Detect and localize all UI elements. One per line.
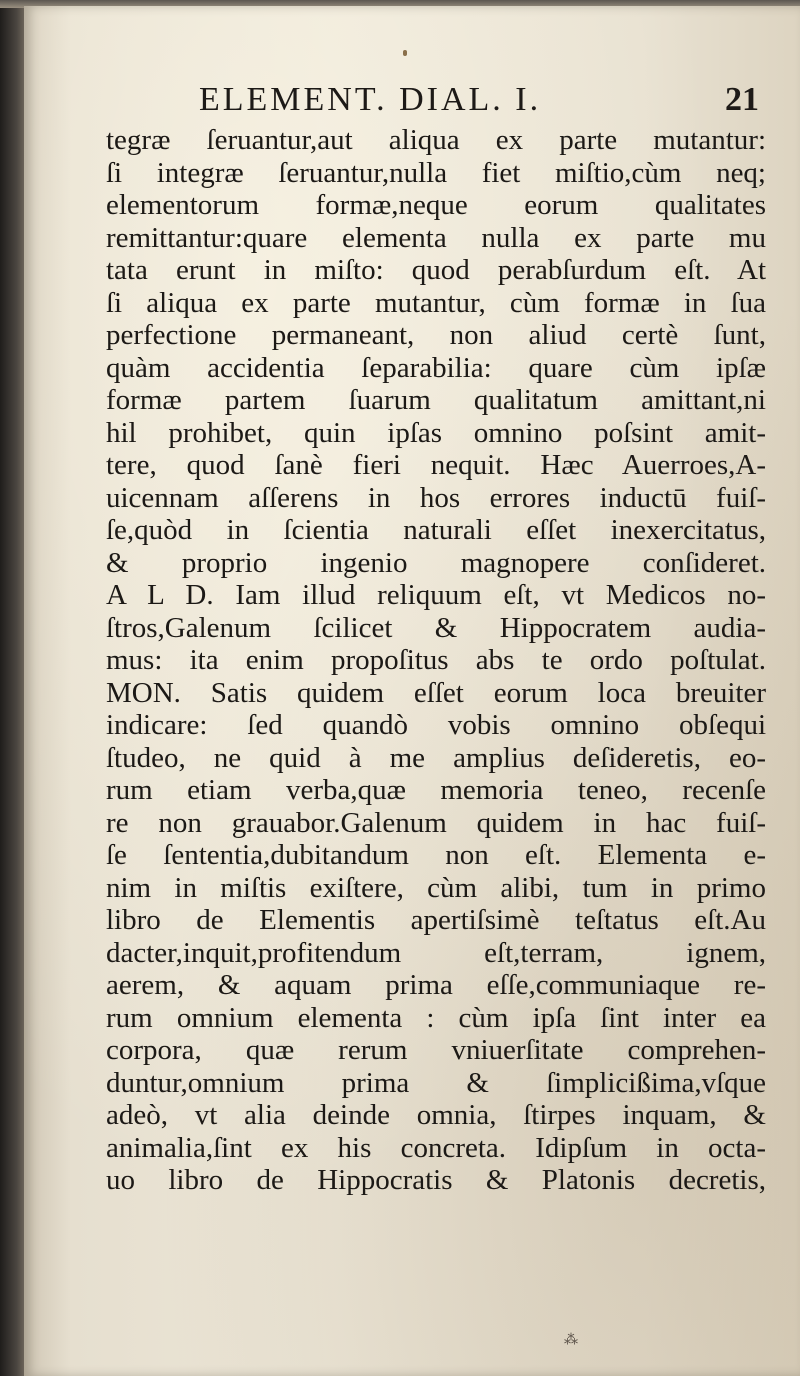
page-number: 21 [725, 81, 759, 118]
text-line: tere, quod ſanè fieri nequit. Hæc Auerroes,A- [106, 449, 766, 481]
body-text [106, 124, 766, 1197]
running-title: ELEMENT. DIAL. I. [199, 81, 542, 118]
text-line: remittantur:quare elementa nulla ex parte mu [106, 221, 766, 254]
text-line: elementorum formæ,neque eorum qualitates [106, 189, 766, 221]
text-line: perfectione permaneant, non aliud certè ſunt, [106, 319, 766, 351]
text-line: MON. Satis quidem eſſet eorum loca breuiter [106, 676, 766, 709]
text-line: uicennam aſſerens in hos errores inductū fuiſ- [106, 481, 766, 514]
text-line: indicare: ſed quandò vobis omnino obſequi [106, 709, 766, 741]
text-line: ſe,quòd in ſcientia naturali eſſet inexercitatus, [106, 514, 766, 546]
text-line: rum omnium elementa : cùm ipſa ſint inter ea [106, 1001, 766, 1034]
text-line: ſtudeo, ne quid à me amplius deſideretis, eo- [106, 741, 766, 774]
text-line: uo libro de Hippocratis & Platonis decretis, [106, 1164, 766, 1196]
text-line: & proprio ingenio magnopere conſideret. [106, 546, 766, 579]
text-line: duntur,omnium prima & ſimplicißima,vſque [106, 1066, 766, 1099]
text-line: tata erunt in miſto: quod perabſurdum eſt. At [106, 254, 766, 286]
text-line: re non grauabor.Galenum quidem in hac fuiſ- [106, 806, 766, 839]
text-line: animalia,ſint ex his concreta. Idipſum in octa- [106, 1131, 766, 1164]
text-line: tegræ ſeruantur,aut aliqua ex parte mutantur: [106, 124, 766, 156]
book-page [24, 6, 800, 1376]
catchword-ornament: ⁂ [564, 1333, 578, 1348]
text-line: ſe ſententia,dubitandum non eſt. Elementa e- [106, 839, 766, 871]
text-line: adeò, vt alia deinde omnia, ſtirpes inquam, & [106, 1099, 766, 1131]
text-line: ſtros,Galenum ſcilicet & Hippocratem audia- [106, 611, 766, 644]
text-line: formæ partem ſuarum qualitatum amittant,ni [106, 384, 766, 416]
text-line: aerem, & aquam prima eſſe,communiaque re- [106, 969, 766, 1001]
text-line: corpora, quæ rerum vniuerſitate comprehen- [106, 1034, 766, 1066]
text-line: mus: ita enim propoſitus abs te ordo poſtulat. [106, 644, 766, 676]
text-line: A L D. Iam illud reliquum eſt, vt Medicos no- [106, 579, 766, 611]
text-line: ſi aliqua ex parte mutantur, cùm formæ in ſua [106, 286, 766, 319]
text-line: quàm accidentia ſeparabilia: quare cùm ipſæ [106, 351, 766, 384]
paper-speck [403, 50, 407, 56]
text-line: dacter,inquit,profitendum eſt,terram, ignem, [106, 936, 766, 969]
text-line: hil prohibet, quin ipſas omnino poſsint amit- [106, 416, 766, 449]
text-line: ſi integræ ſeruantur,nulla fiet miſtio,cùm neq; [106, 156, 766, 189]
running-head [174, 80, 759, 120]
text-line: rum etiam verba,quæ memoria teneo, recenſe [106, 774, 766, 806]
text-line: nim in miſtis exiſtere, cùm alibi, tum in primo [106, 871, 766, 904]
text-line: libro de Elementis apertiſsimè teſtatus eſt.Au [106, 904, 766, 936]
